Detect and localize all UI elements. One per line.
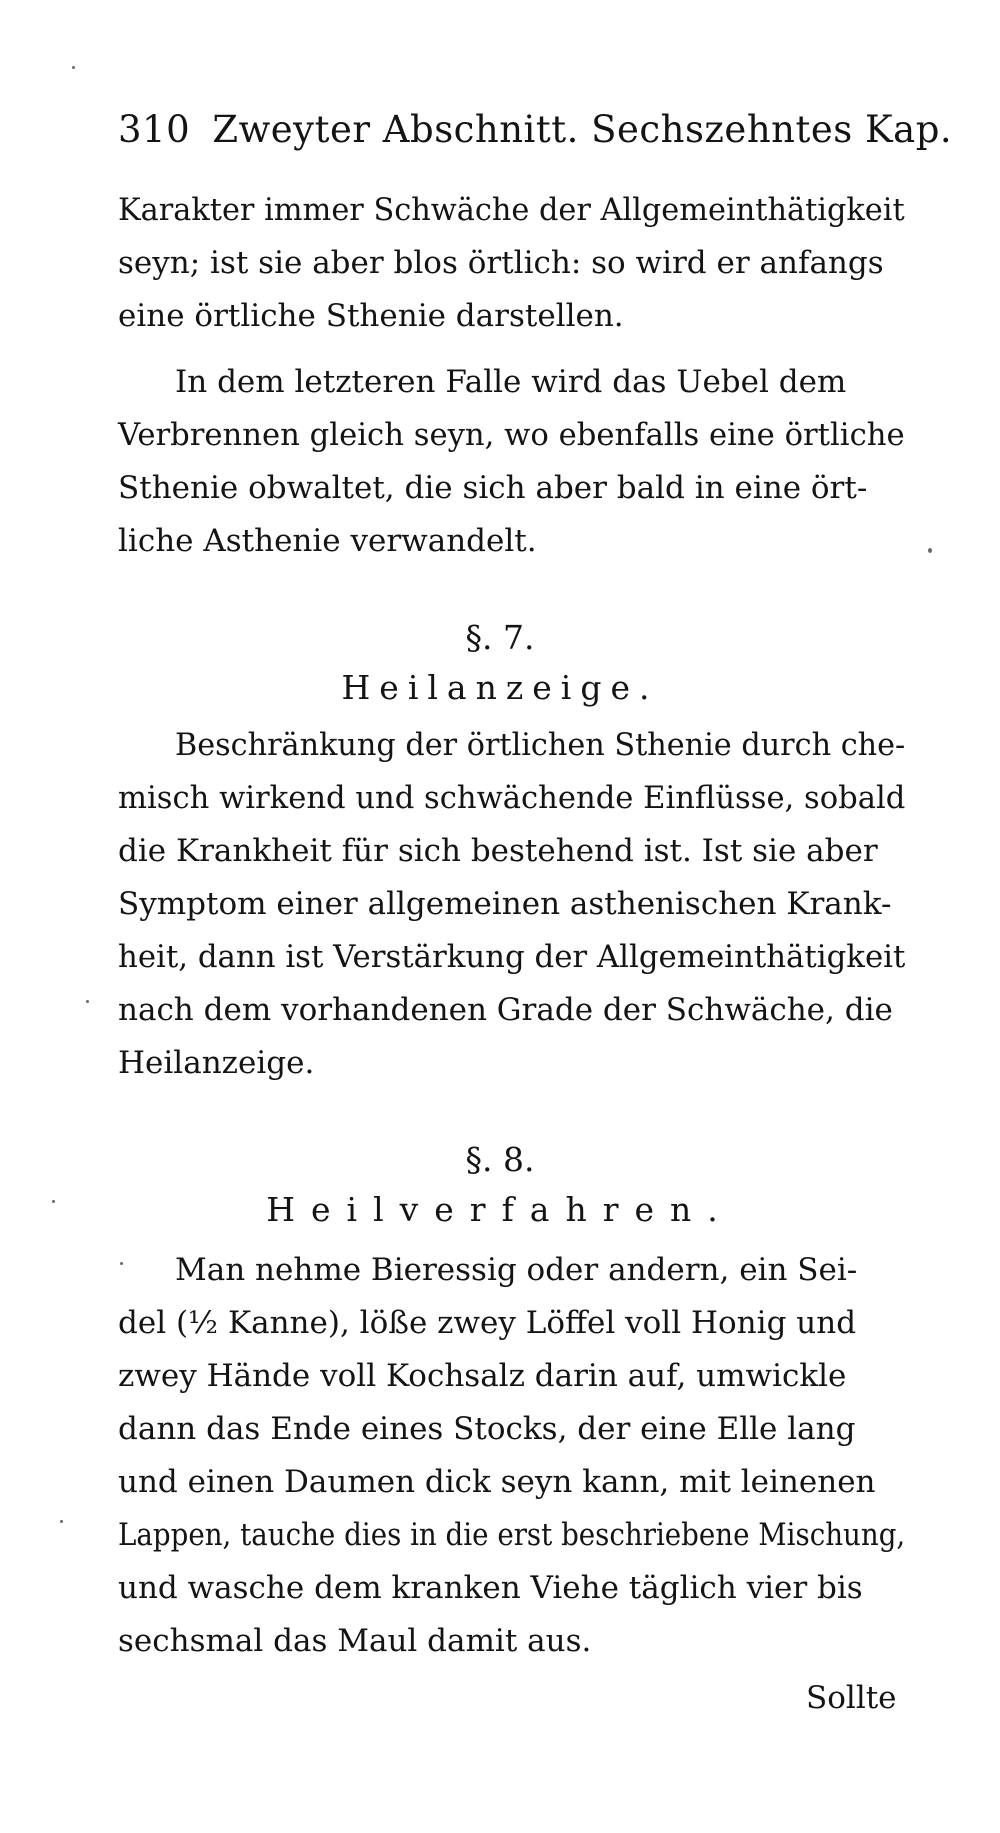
text-line: In dem letzteren Falle wird das Uebel dem — [175, 364, 847, 400]
text-line: zwey Hände voll Kochsalz darin auf, umwickle — [118, 1358, 847, 1394]
scan-speck — [86, 1000, 89, 1003]
text-line: nach dem vorhandenen Grade der Schwäche, die — [118, 992, 893, 1028]
section-number: §. 7. — [465, 618, 535, 657]
page-number: 310 — [118, 108, 191, 151]
text-line: Man nehme Bieressig oder andern, ein Sei- — [175, 1252, 858, 1288]
running-title: Zweyter Abschnitt. Sechszehntes Kap. — [212, 108, 953, 151]
scan-speck — [120, 1262, 123, 1265]
text-line: seyn; ist sie aber blos örtlich: so wird er anfangs — [118, 245, 884, 281]
section-title: Heilanzeige. — [341, 668, 659, 707]
text-line: die Krankheit für sich bestehend ist. Ist sie aber — [118, 833, 878, 869]
text-line: Lappen, tauche dies in die erst beschriebene Mischung, — [118, 1517, 906, 1553]
scan-speck — [60, 1520, 63, 1523]
text-line: sechsmal das Maul damit aus. — [118, 1623, 592, 1659]
text-line: Sthenie obwaltet, die sich aber bald in eine ört- — [118, 470, 868, 506]
text-line: und einen Daumen dick seyn kann, mit leinenen — [118, 1464, 876, 1500]
text-line: Beschränkung der örtlichen Sthenie durch che- — [175, 727, 906, 763]
text-line: dann das Ende eines Stocks, der eine Elle lang — [118, 1411, 856, 1447]
scan-speck — [72, 66, 75, 69]
section-number: §. 8. — [465, 1140, 535, 1179]
text-line: Karakter immer Schwäche der Allgemeinthätigkeit — [118, 192, 905, 228]
text-line: del (½ Kanne), löße zwey Löffel voll Honig und — [118, 1305, 857, 1341]
scan-speck — [928, 548, 932, 553]
scan-speck — [52, 1200, 55, 1203]
text-line: liche Asthenie verwandelt. — [118, 523, 537, 559]
catchword: Sollte — [806, 1680, 897, 1716]
text-line: eine örtliche Sthenie darstellen. — [118, 298, 624, 334]
running-head — [118, 108, 952, 151]
text-line: und wasche dem kranken Viehe täglich vier bis — [118, 1570, 863, 1606]
text-line: heit, dann ist Verstärkung der Allgemeinthätigkeit — [118, 939, 906, 975]
text-line: misch wirkend und schwächende Einflüsse, sobald — [118, 780, 906, 816]
section-title: Heilverfahren. — [266, 1190, 734, 1229]
text-line: Symptom einer allgemeinen asthenischen Krank- — [118, 886, 892, 922]
text-line: Verbrennen gleich seyn, wo ebenfalls eine örtliche — [118, 417, 905, 453]
text-line: Heilanzeige. — [118, 1045, 315, 1081]
